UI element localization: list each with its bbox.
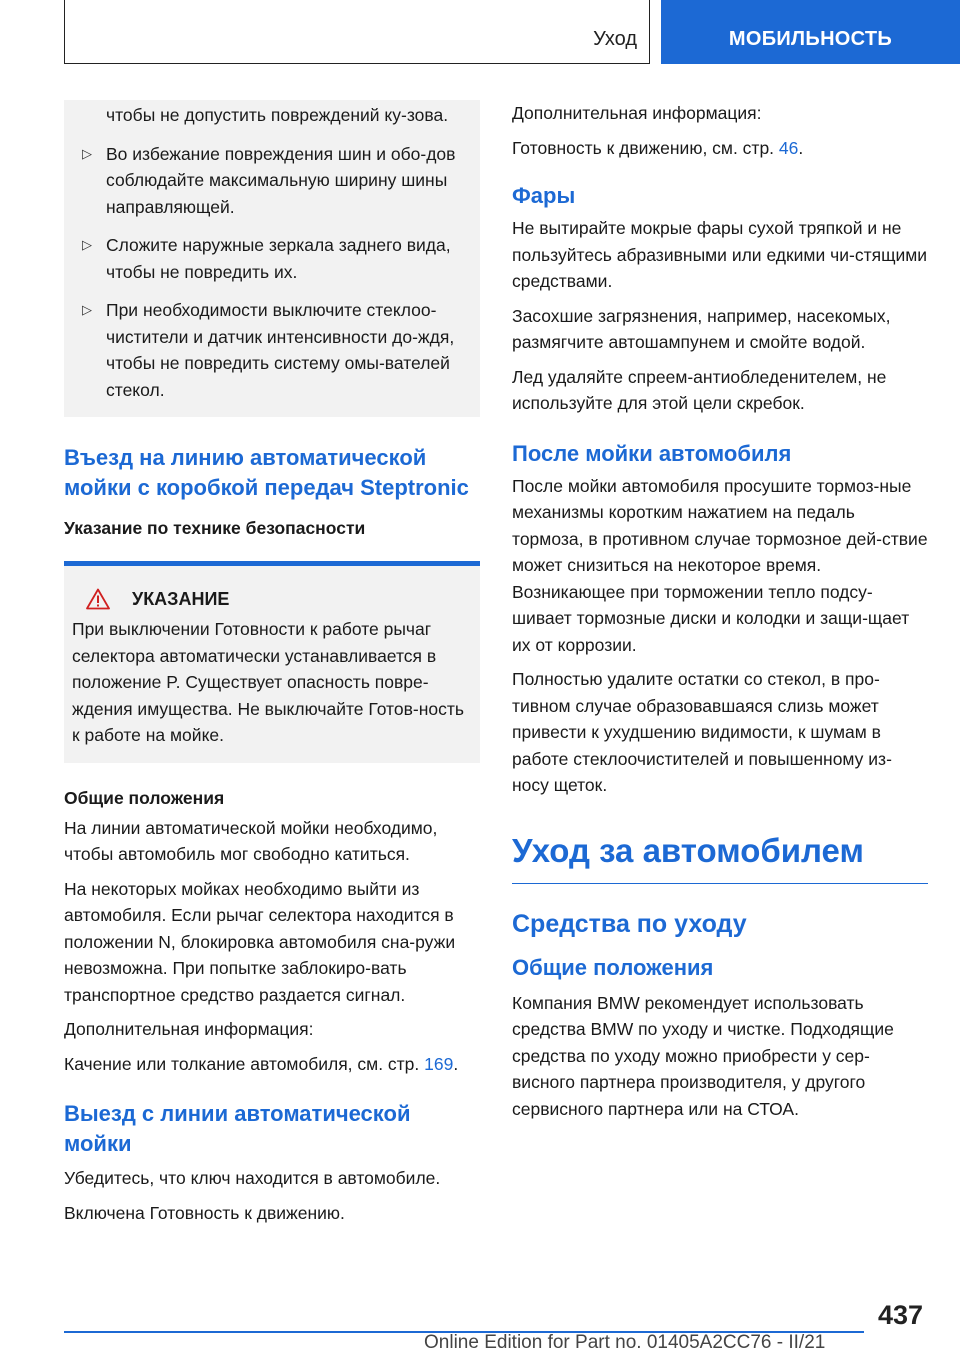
left-column bbox=[64, 100, 480, 1234]
triangle-bullet-icon: ▷ bbox=[82, 237, 92, 252]
paragraph: На линии автоматической мойки необходимо, чтобы автомобиль мог свободно катиться. bbox=[64, 817, 438, 864]
paragraph-text: Качение или толкание автомобиля, см. стр. bbox=[64, 1053, 425, 1074]
paragraph: На некоторых мойках необходимо выйти из автомобиля. Если рычаг селектора находится в положении N, блокировка автомобиля сна-ружи невозможна. При попытке заблокиро-вать транспортное средство раздается сигнал. bbox=[64, 878, 456, 1005]
safety-heading: Указание по технике безопасности bbox=[64, 518, 366, 538]
paragraph-end: . bbox=[453, 1053, 459, 1074]
general-heading: Общие положения bbox=[64, 787, 225, 808]
page-link-46[interactable]: 46 bbox=[778, 137, 799, 158]
warning-title-row bbox=[72, 588, 470, 610]
list-item-text: Сложите наружные зеркала заднего вида, чтобы не повредить их. bbox=[106, 235, 451, 282]
header-section-title: Уход bbox=[593, 28, 637, 50]
paragraph: Лед удаляйте спреем-антиобледенителем, не используйте для этой цели скребок. bbox=[512, 366, 887, 413]
paragraph: Включена Готовность к движению. bbox=[64, 1202, 345, 1223]
instructions-box bbox=[64, 100, 480, 417]
list-item-text: При необходимости выключите стеклоо-чистители и датчик интенсивности до-ждя, чтобы не повредить систему омы-вателей стекол. bbox=[106, 300, 455, 400]
paragraph-text: Готовность к движению, см. стр. bbox=[512, 137, 779, 158]
warning-title: УКАЗАНИЕ bbox=[132, 588, 230, 609]
list-item-text: Во избежание повреждения шин и обо-дов соблюдайте максимальную ширину шины направляющей. bbox=[106, 143, 456, 217]
paragraph: Не вытирайте мокрые фары сухой тряпкой и не пользуйтесь абразивными или едкими чи-стящими средствами. bbox=[512, 218, 928, 291]
heading-steptronic-wash: Въезд на линию автоматической мойки с коробкой передач Steptronic bbox=[64, 445, 469, 500]
triangle-bullet-icon: ▷ bbox=[82, 302, 92, 317]
list-item bbox=[82, 141, 462, 221]
paragraph: Засохшие загрязнения, например, насекомых, размягчите автошампунем и смойте водой. bbox=[512, 305, 891, 352]
warning-triangle-icon bbox=[86, 588, 110, 610]
page-number: 437 bbox=[878, 1300, 924, 1330]
warning-box bbox=[64, 561, 480, 763]
paragraph-with-link bbox=[64, 1051, 480, 1078]
list-item bbox=[82, 297, 462, 403]
paragraph-with-link bbox=[512, 135, 928, 162]
footer-edition: Online Edition for Part no. 01405A2CC76 - II/21 bbox=[424, 1332, 826, 1353]
paragraph: После мойки автомобиля просушите тормоз-ные механизмы коротким нажатием на педаль тормоза, в противном случае тормозное дей-ствие может снизиться на некоторое время. Возникающее при торможении тепло подсу-шивает тормозные диски и колодки и защи-щает их от коррозии. bbox=[512, 475, 928, 655]
paragraph-end: . bbox=[798, 137, 804, 158]
page-link-169[interactable]: 169 bbox=[424, 1053, 454, 1074]
heading-lights: Фары bbox=[512, 183, 576, 208]
paragraph: Компания BMW рекомендует использовать средства BMW по уходу и чистке. Подходящие средства по уходу можно приобрести у сер-висного партнера производителя, у другого сервисного партнера или на СТОА. bbox=[512, 992, 894, 1119]
heading-exit-wash: Выезд с линии автоматической мойки bbox=[64, 1101, 411, 1156]
triangle-bullet-icon: ▷ bbox=[82, 145, 92, 161]
header-chapter-tab[interactable]: МОБИЛЬНОСТЬ bbox=[661, 0, 960, 64]
heading-after-wash: После мойки автомобиля bbox=[512, 440, 792, 466]
paragraph: Дополнительная информация: bbox=[512, 103, 762, 123]
right-column bbox=[512, 100, 928, 1130]
heading-care-products: Средства по уходу bbox=[512, 909, 747, 938]
heading-general-provisions: Общие положения bbox=[512, 954, 714, 980]
paragraph: Дополнительная информация: bbox=[64, 1019, 314, 1039]
paragraph: Полностью удалите остатки со стекол, в про-тивном случае образовавшаяся слизь может привести к ухудшению видимости, к шумам в работе стеклоочистителей и повышенному из-носу щеток. bbox=[512, 669, 892, 795]
box-continuation-text: чтобы не допустить повреждений ку-зова. bbox=[106, 105, 449, 125]
list-item bbox=[82, 232, 462, 285]
paragraph: Убедитесь, что ключ находится в автомобиле. bbox=[64, 1168, 441, 1188]
header-section-frame bbox=[64, 0, 650, 64]
heading-vehicle-care: Уход за автомобилем bbox=[512, 829, 928, 884]
warning-text: При выключении Готовности к работе рычаг селектора автоматически устанавливается в положение P. Существует опасность повре-ждения имущества. Не выключайте Готов-ность к работе на мойке. bbox=[72, 619, 464, 745]
